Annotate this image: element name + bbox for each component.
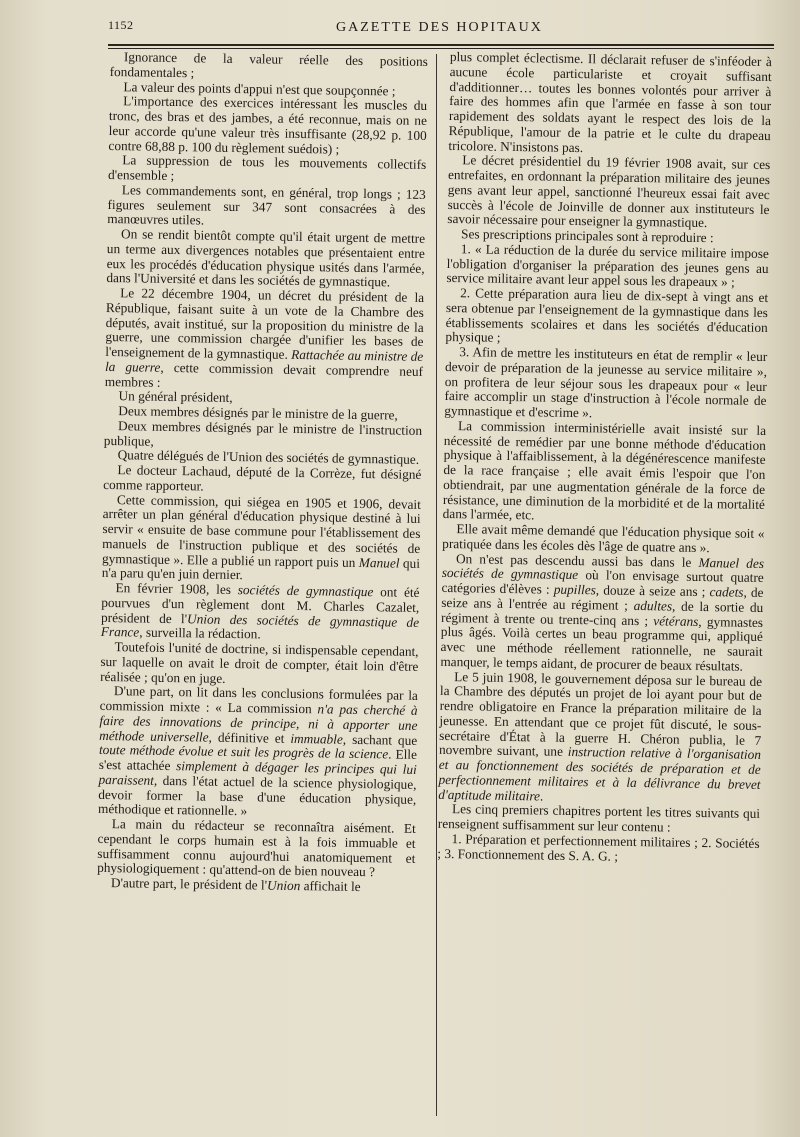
paragraph: La main du rédacteur se reconnaîtra aisément. Et cependant le corps humain est à la fois immuable et suffisamment connu aujourd'hui anatomiquement et physiologiquement : qu'attend-on de bien nouveau ? (97, 816, 416, 880)
paragraph (105, 286, 425, 394)
text-run: , définitive et (208, 729, 291, 746)
paragraph: Les commandements sont, en général, trop longs ; 123 figures seulement sur 347 sont consacrées à des manœuvres utiles. (107, 181, 426, 228)
paragraph: L'importance des exercices intéressant les muscles du tronc, des bras et des jambes, a été reconnue, mais on ne leur accorde qu'une valeur très insuffisante (28,92 p. 100 contre 68,88 p. 100 du règlement suédois) ; (108, 93, 428, 157)
paragraph: Quatre délégués de l'Union des sociétés de gymnastique. (117, 447, 420, 468)
header-rule (108, 44, 774, 46)
text-run: , de seize ans à l'entrée au régiment ; (441, 584, 764, 613)
italic-run: sociétés de gymnastique (237, 582, 374, 600)
text-run: , dans l'état actuel de la science physiologique, devoir former la base d'une éducation physique, méthodique et rationnelle. » (97, 772, 417, 819)
italic-run: instruction relative à l'organisation et au fonctionnement des sociétés de préparation et de perfectionnement militaires et à la délivrance du brevet d'aptitude militaire (438, 744, 762, 804)
text-run: . Elle s'est attachée (98, 746, 418, 774)
italic-run: Manuel (358, 554, 400, 571)
right-column (437, 50, 772, 866)
paragraph (438, 669, 762, 807)
paragraph: Le décret présidentiel du 19 février 1908 avait, sur ces entrefaites, en ordonnant la préparation militaire des jeunes gens avant leur appel, sanctionné l'heureux essai fait avec succès à l'école de Joinville de donner aux instituteurs le savoir nécessaire pour enseigner la gymnastique. (447, 152, 771, 231)
list-item: 1. « La réduction de la durée du service militaire impose l'obligation d'organiser la préparation des jeunes gens au service militaire avant leur appel sous les drapeaux » ; (446, 240, 769, 290)
paragraph: Elle avait même demandé que l'éducation physique soit « pratiquée dans les écoles dès l'âge de quatre ans ». (442, 521, 765, 555)
left-column (97, 50, 428, 896)
text-run: . (539, 788, 544, 804)
text-run: Le 22 décembre 1904, un décret du président de la République, faisant suite à un vote de la Chambre des députés, avait institué, sur la proposition du ministre de la guerre, une commission chargée d'unifier les bases de l'enseignement de la gymnastique. (105, 285, 425, 362)
italic-run: vétérans (653, 612, 699, 629)
paragraph (98, 684, 418, 822)
italic-run: toute méthode évolue et suit les progrès de la science (98, 742, 389, 762)
italic-run: Union des sociétés de gymnastique de France (100, 610, 420, 640)
text-run: , sachant que (342, 731, 418, 748)
italic-run: pupilles (553, 581, 596, 598)
paragraph: Un général président, (118, 388, 233, 406)
text-run: , cette commission devait comprendre neuf membres : (104, 359, 424, 390)
text-run: D'autre part, le président de l' (110, 875, 268, 893)
running-title: GAZETTE DES HOPITAUX (336, 20, 543, 35)
paragraph: On se rendit bientôt compte qu'il était urgent de mettre un terme aux divergences notables que présentaient entre eux les procédés d'éducation physique usités dans l'armée, dans l'Université et dans les sociétés de gymnastique. (106, 226, 426, 290)
list-item: 2. Cette préparation aura lieu de dix-sept à vingt ans et sera obtenue par l'enseignement de la gymnastique dans les établissements scolaires et dans les sociétés d'éducation physique ; (445, 285, 769, 346)
paragraph: La valeur des points d'appui n'est que soupçonnée ; (123, 78, 396, 98)
paragraph (440, 551, 764, 674)
italic-run: Union (266, 877, 301, 894)
paragraph: 1. Préparation et perfectionnement militaires ; 2. Sociétés ; 3. Fonctionnement des S. A. G. ; (437, 830, 760, 864)
header-rule-thin (108, 48, 774, 49)
text-run: Le 5 juin 1908, le gouvernement déposa sur le bureau de la Chambre des députés un projet de loi ayant pour but de rendre obligatoire en France la préparation militaire de la jeunesse. En attendant que ce projet fût discuté, le sous-secrétaire d'État à la guerre H. Chéron publia, le 7 novembre suivant, une (438, 668, 763, 760)
paragraph: Deux membres désignés par le ministre de la guerre, (118, 403, 398, 423)
text-run: , gymnastes plus âgés. Voilà certes un beau programme qui, appliqué avec une méthode réellement rationnelle, ne saurait manquer, le temps aidant, de procurer de beaux résultats. (440, 613, 764, 674)
page-number: 1152 (108, 18, 134, 32)
list-item: 3. Afin de mettre les instituteurs en état de remplir « leur devoir de préparation de la jeunesse au service militaire », on profitera de leur séjour sous les drapeaux pour « leur faire accomplir un stage d'instruction à l'école normale de gymnastique et d'escrime ». (444, 344, 768, 421)
page-header (108, 16, 768, 44)
text-run: On n'est pas descendu aussi bas dans le (455, 550, 699, 570)
paragraph: Ses prescriptions principales sont à reproduire : (460, 226, 714, 246)
italic-run: Rattachée au ministre de la guerre (104, 346, 424, 375)
paragraph (101, 581, 420, 645)
text-run: D'une part, on lit dans les conclusions formulées par la commission mixte : « La commission (99, 683, 419, 717)
text-run: qui n'a paru qu'en juin dernier. (101, 555, 421, 583)
italic-run: cadets (709, 584, 744, 600)
paragraph: Ignorance de la valeur réelle des positions fondamentales ; (109, 49, 428, 81)
paragraph: plus complet éclectisme. Il déclarait refuser de s'inféoder à aucune école particulariste et croyait suffisant d'additionner… toutes les bonnes volontés pour arriver à faire des hommes afin que l'armée en fasse à son tour rapidement des soldats ayant le respect des lois de la République, l'amour de la patrie et le culte du drapeau tricolore. N'insistons pas. (448, 49, 772, 155)
paragraph: Deux membres désignés par le ministre de l'instruction publique, (103, 417, 423, 449)
text-run: où l'on envisage surtout quatre catégories d'élèves : (441, 567, 764, 597)
paragraph: Le docteur Lachaud, député de la Corrèze, fut désigné comme rapporteur. (103, 462, 422, 494)
text-run: , douze à seize ans ; (595, 582, 710, 600)
paragraph (102, 492, 421, 585)
text-run: , surveilla la rédaction. (139, 624, 261, 642)
text-run: , de la sortie du régiment à trente ou trente-cinq ans ; (440, 598, 764, 628)
paragraph: Toutefois l'unité de doctrine, si indispensable cependant, sur laquelle on avait le droit de compter, était loin d'être réalisée ; qu'on en juge. (100, 639, 419, 686)
paragraph: La commission interministérielle avait insisté sur la nécessité de remédier par une bonne méthode d'éducation physique à l'affaiblissement, à la dégénérescence manifeste de la race française ; elle avait émis l'espoir que l'on obtiendrait, par une augmentation générale de la force de résistance, une diminution de la morbidité et de la mortalité dans l'armée, etc. (442, 417, 767, 523)
italic-run: adultes (633, 597, 673, 614)
text-run: affichait le (300, 878, 361, 895)
italic-run: simplement à dégager les principes qui lui paraissent (98, 758, 417, 788)
paragraph: Les cinq premiers chapitres portent les titres suivants qui renseignent suffisamment sur leur contenu : (437, 801, 761, 835)
paragraph: La suppression de tous les mouvements collectifs d'ensemble ; (107, 152, 427, 184)
italic-run: immuable (290, 730, 343, 747)
text-run: En février 1908, les (115, 580, 238, 598)
text-run: Cette commission, qui siégea en 1905 et 1906, devait arrêter un plan général d'éducation physique destiné à lui servir « ensuite de base commune pour l'établissement des manuels de l'instruction publique et des sociétés de gymnastique ». Elle a publié un rapport puis un (101, 491, 422, 570)
italic-run: Manuel des sociétés de gymnastique (441, 554, 765, 583)
column-divider (436, 54, 437, 1116)
italic-run: n'a pas cherché à faire des innovations de principe, ni à apporter une méthode universelle (99, 701, 418, 745)
text-run: ont été pourvues d'un règlement dont M. Charles Cazalet, président de l' (100, 584, 420, 626)
